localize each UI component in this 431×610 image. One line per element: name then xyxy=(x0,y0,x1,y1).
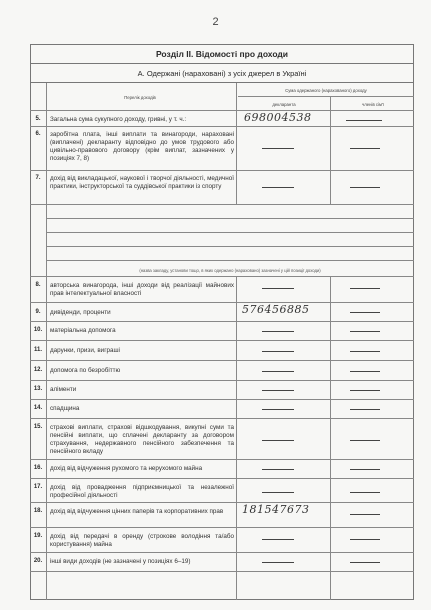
empty-dash xyxy=(350,312,380,313)
row-label: допомога по безробіттю xyxy=(50,367,121,374)
empty-dash xyxy=(350,288,380,289)
handwritten-value: 698004538 xyxy=(244,111,312,124)
row-number: 17. xyxy=(33,484,43,490)
row-number: 10. xyxy=(33,327,43,333)
row-number: 11. xyxy=(33,347,42,353)
row-label: страхові виплати, страхові відшкодування, викупні суми та пенсійні виплати, що сплачені декларанту за договором страхування, недержавного пенсійного забезпечення та пенсійного вкладу xyxy=(50,424,234,455)
row-number: 8. xyxy=(35,282,41,288)
row-label: авторська винагорода, інші доходи від реалізації майнових прав інтелектуальної власності xyxy=(50,282,234,297)
header-family: членів сім'ї xyxy=(361,102,384,107)
row-label: матеріальна допомога xyxy=(50,327,116,334)
empty-dash xyxy=(350,469,380,470)
header-declarant: декларанта xyxy=(272,102,296,107)
row-number: 6. xyxy=(35,131,41,137)
empty-dash xyxy=(350,371,380,372)
institution-note: (назва закладу, установи тощо, в яких одержано (нараховано) зазначені у цій позиції доходи) xyxy=(139,268,321,273)
row-label: дохід від провадження підприємницької та незалежної професійної діяльності xyxy=(50,484,234,499)
empty-dash xyxy=(350,514,380,515)
empty-dash xyxy=(346,120,382,121)
empty-dash xyxy=(262,469,294,470)
row-label: спадщина xyxy=(50,405,80,412)
section-frame xyxy=(30,44,414,600)
row-number: 9. xyxy=(35,309,41,315)
row-number: 20. xyxy=(33,558,43,564)
row-label: інші види доходів (не зазначені у позиціях 6–19) xyxy=(50,558,191,565)
row-number: 16. xyxy=(33,465,43,471)
empty-dash xyxy=(262,371,294,372)
empty-dash xyxy=(350,390,380,391)
row-number: 18. xyxy=(33,508,43,514)
empty-dash xyxy=(262,562,294,563)
row-number: 13. xyxy=(33,386,43,392)
section-title: Розділ ІІ. Відомості про доходи xyxy=(30,44,414,64)
row-number: 14. xyxy=(33,405,43,411)
row-label: Загальна сума сукупного доходу, гривні, у т. ч.: xyxy=(50,116,187,123)
row-label: заробітна плата, інші виплати та винагороди, нараховані (виплачені) декларанту відповідно до умов трудового або цивільно-правового договору (крім виплат, зазначених у позиціях 7, 8) xyxy=(50,131,234,162)
empty-dash xyxy=(262,409,294,410)
row-label: дохід від викладацької, наукової і творчої діяльності, медичної практики, інструкторської та суддівської практики із спорту xyxy=(50,175,234,190)
empty-dash xyxy=(262,288,294,289)
row-number: 15. xyxy=(33,424,43,430)
row-label: аліменти xyxy=(50,386,77,393)
handwritten-value: 181547673 xyxy=(242,503,310,516)
empty-dash xyxy=(262,492,294,493)
empty-dash xyxy=(262,331,294,332)
empty-dash xyxy=(350,187,380,188)
row-label: дохід від відчуження рухомого та нерухомого майна xyxy=(50,465,203,472)
row-number: 7. xyxy=(35,175,41,181)
row-label: дохід від передачі в оренду (строкове володіння та/або користування) майна xyxy=(50,533,234,548)
empty-dash xyxy=(350,331,380,332)
empty-dash xyxy=(262,539,294,540)
page-number: 2 xyxy=(212,16,219,28)
empty-dash xyxy=(350,562,380,563)
header-income-sum: Сума одержаного (нарахованого) доходу xyxy=(285,88,367,93)
handwritten-value: 576456885 xyxy=(242,303,310,316)
row-label: дохід від відчуження цінних паперів та корпоративних прав xyxy=(50,508,224,515)
empty-dash xyxy=(350,492,380,493)
empty-dash xyxy=(350,409,380,410)
row-number: 5. xyxy=(35,116,41,122)
empty-dash xyxy=(350,351,380,352)
empty-dash xyxy=(262,440,294,441)
empty-dash xyxy=(350,539,380,540)
row-number: 12. xyxy=(33,367,43,373)
empty-dash xyxy=(350,148,380,149)
empty-dash xyxy=(262,351,294,352)
row-number: 19. xyxy=(33,533,43,539)
row-label: дарунки, призи, виграші xyxy=(50,347,120,354)
subsection-title: А. Одержані (нараховані) з усіх джерел в Україні xyxy=(30,64,414,83)
empty-dash xyxy=(262,148,294,149)
row-label: дивіденди, проценти xyxy=(50,309,111,316)
empty-dash xyxy=(262,390,294,391)
empty-dash xyxy=(350,440,380,441)
empty-dash xyxy=(262,187,294,188)
header-income-list: Перелік доходів xyxy=(124,95,156,100)
